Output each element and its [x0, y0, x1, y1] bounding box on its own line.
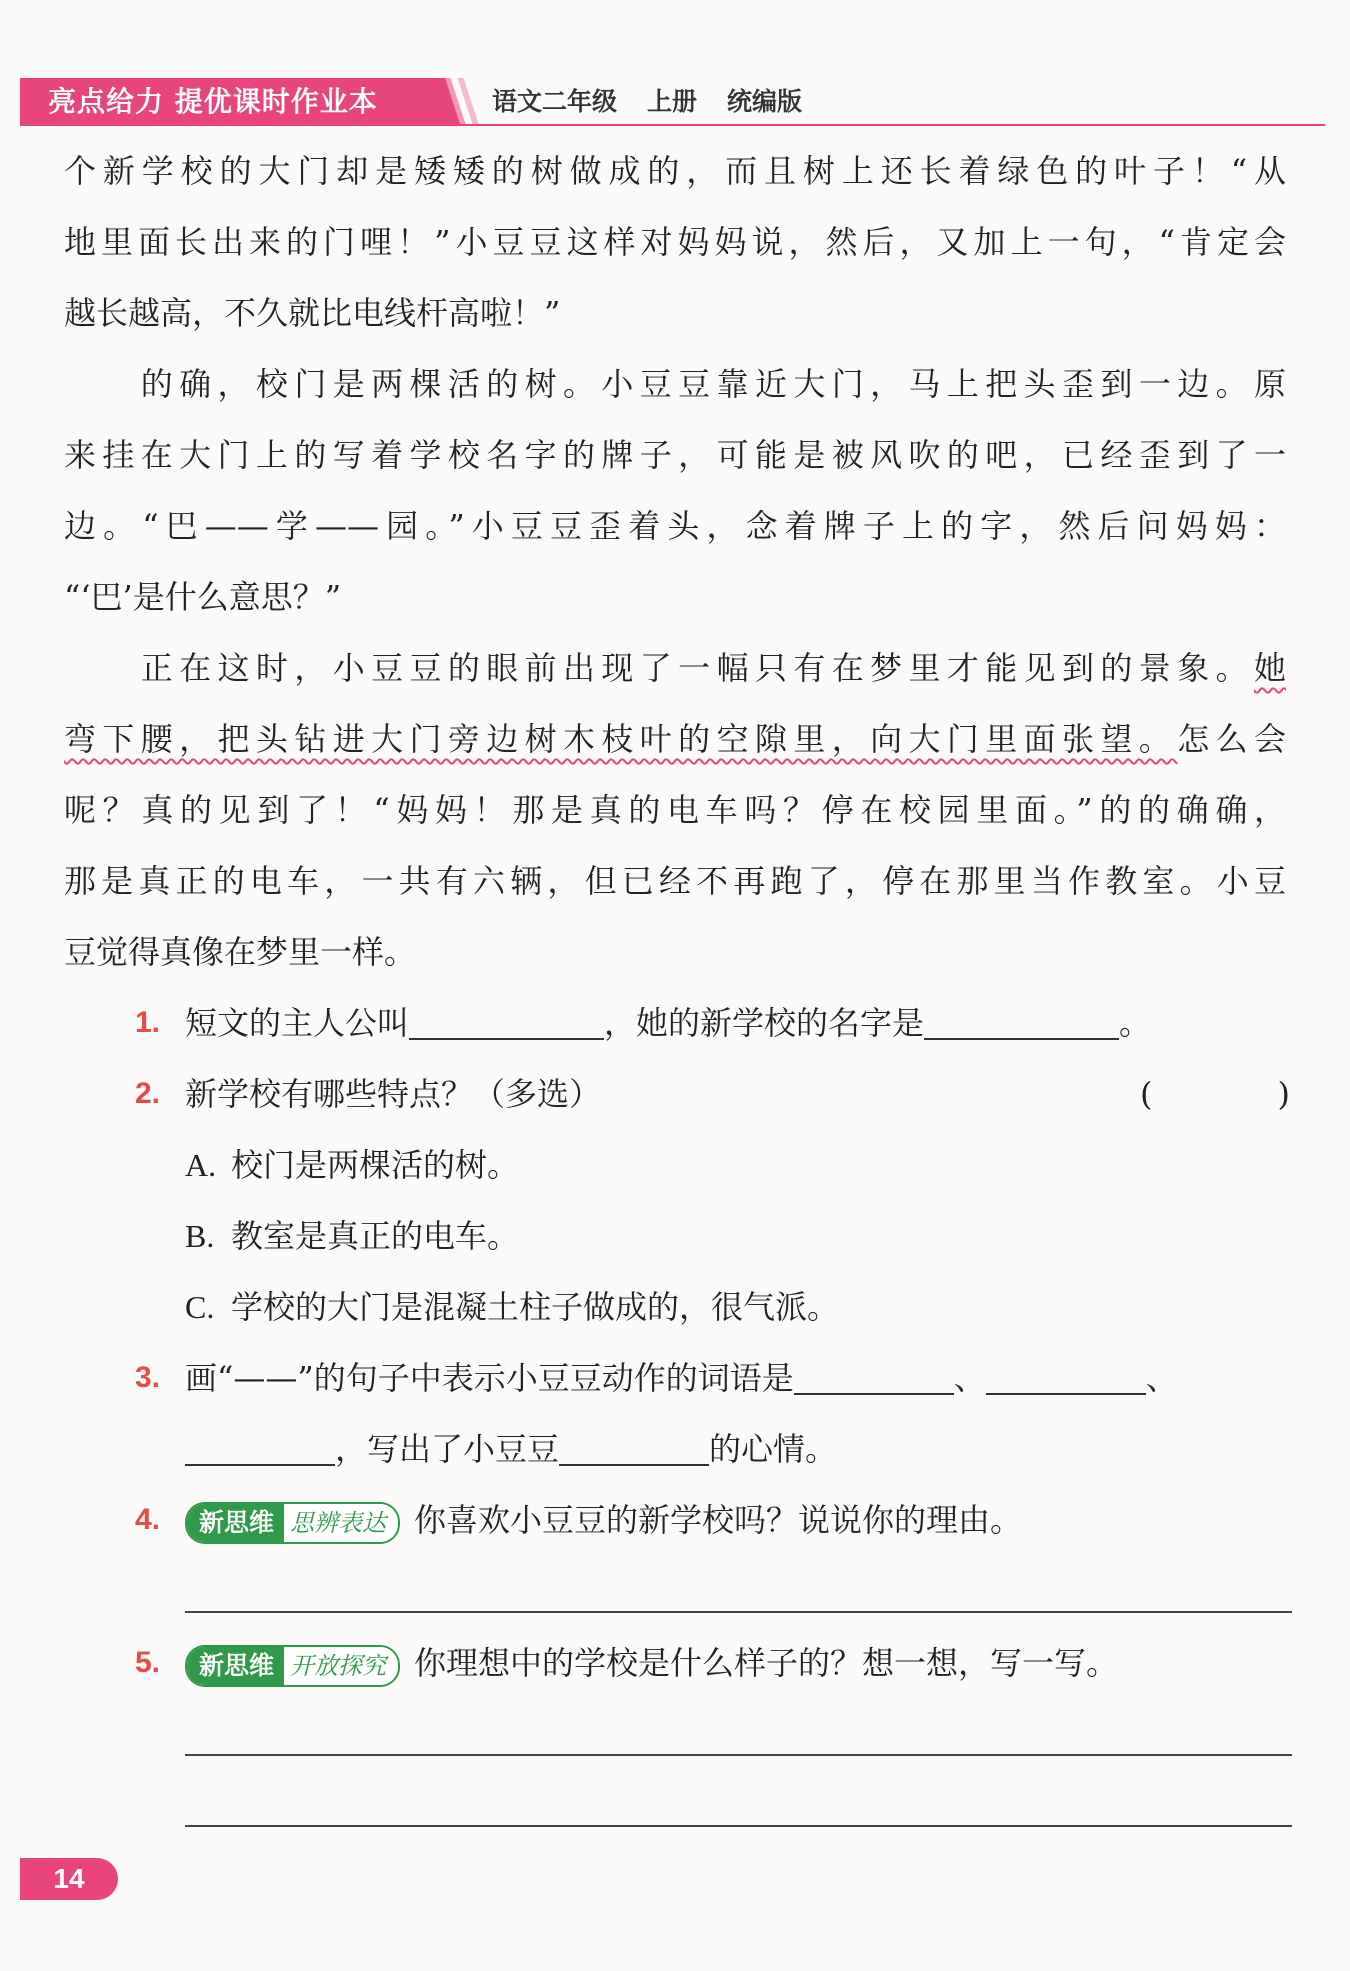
page-number: 14 [20, 1858, 118, 1900]
question-text: ，她的新学校的名字是 [604, 1004, 925, 1042]
volume: 上册 [647, 87, 698, 116]
question-number: 2. [135, 1077, 161, 1110]
question-number: 5. [135, 1646, 161, 1679]
passage-line [64, 643, 1286, 693]
header-rule [20, 124, 1325, 126]
answer-parentheses[interactable] [1140, 1069, 1290, 1119]
paren-open: ( [1140, 1075, 1153, 1113]
question-text: ，写出了小豆豆 [335, 1430, 560, 1468]
answer-line[interactable] [185, 1611, 1292, 1613]
question-text: 你理想中的学校是什么样子的？想一想，写一写。 [414, 1644, 1119, 1682]
wavy-underlined-text: 她 [1253, 649, 1286, 687]
option-text: 校门是两棵活的树。 [231, 1146, 520, 1184]
question-5 [185, 1638, 1118, 1688]
question-text: 。 [1119, 1004, 1152, 1042]
passage-line: 个新学校的大门却是矮矮的树做成的，而且树上还长着绿色的叶子！“从 [64, 152, 1286, 190]
subject-grade: 语文二年级 [492, 87, 618, 116]
question-2: 新学校有哪些特点？（多选） [185, 1075, 602, 1113]
question-number: 1. [135, 1006, 161, 1039]
edition: 统编版 [727, 87, 803, 116]
separator: 、 [953, 1359, 986, 1397]
question-3 [185, 1353, 1178, 1403]
paren-close: ) [1277, 1075, 1290, 1113]
option-c [185, 1282, 839, 1332]
option-a [185, 1140, 519, 1190]
separator: 、 [1145, 1359, 1178, 1397]
question-text: 画“——”的句子中表示小豆豆动作的词语是 [185, 1359, 794, 1397]
option-text: 学校的大门是混凝土柱子做成的，很气派。 [231, 1288, 840, 1326]
option-letter: A. [185, 1147, 217, 1183]
option-b [185, 1211, 519, 1261]
option-letter: C. [185, 1289, 215, 1325]
answer-blank[interactable] [924, 998, 1119, 1040]
new-thinking-badge [185, 1645, 400, 1687]
passage-text: 正在这时，小豆豆的眼前出现了一幅只有在梦里才能见到的景象。 [64, 649, 1254, 687]
question-text: 的心情。 [709, 1430, 838, 1468]
passage-line: 边。“巴——学——园。”小豆豆歪着头，念着牌子上的字，然后问妈妈： [64, 507, 1286, 545]
answer-blank[interactable] [986, 1353, 1146, 1395]
passage-line: 的确，校门是两棵活的树。小豆豆靠近大门，马上把头歪到一边。原 [64, 365, 1286, 403]
passage-line [64, 714, 1286, 764]
wavy-underlined-text: 弯下腰，把头钻进大门旁边树木枝叶的空隙里，向大门里面张望。 [64, 720, 1178, 758]
answer-blank[interactable] [794, 1353, 954, 1395]
option-text: 教室是真正的电车。 [231, 1217, 520, 1255]
answer-line[interactable] [185, 1754, 1292, 1756]
passage-line: 那是真正的电车，一共有六辆，但已经不再跑了，停在那里当作教室。小豆 [64, 862, 1286, 900]
question-4 [185, 1495, 1022, 1545]
passage-line: 越长越高，不久就比电线杆高啦！” [64, 294, 561, 332]
answer-blank[interactable] [559, 1424, 709, 1466]
question-3-continued [185, 1424, 837, 1474]
question-text: 短文的主人公叫 [185, 1004, 410, 1042]
passage-line: 来挂在大门上的写着学校名字的牌子，可能是被风吹的吧，已经歪到了一 [64, 436, 1286, 474]
passage-line: 地里面长出来的门哩！”小豆豆这样对妈妈说，然后，又加上一句，“肯定会 [64, 223, 1286, 261]
badge-main: 新思维 [187, 1647, 284, 1685]
passage-line: 豆觉得真像在梦里一样。 [64, 933, 417, 971]
answer-blank[interactable] [409, 998, 604, 1040]
question-number: 4. [135, 1503, 161, 1536]
passage-text: 怎么会 [1177, 720, 1286, 758]
question-text: 你喜欢小豆豆的新学校吗？说说你的理由。 [414, 1501, 1023, 1539]
passage-line: “‘巴’是什么意思？” [64, 578, 342, 616]
badge-main: 新思维 [187, 1504, 284, 1542]
badge-sub: 思辨表达 [284, 1504, 398, 1542]
book-info [492, 84, 832, 120]
passage-line: 呢？真的见到了！“妈妈！那是真的电车吗？停在校园里面。”的的确确， [64, 791, 1286, 829]
question-number: 3. [135, 1361, 161, 1394]
answer-blank[interactable] [185, 1424, 335, 1466]
question-1 [185, 998, 1151, 1048]
new-thinking-badge [185, 1502, 400, 1544]
badge-sub: 开放探究 [284, 1647, 398, 1685]
series-title: 亮点给力 提优课时作业本 [48, 85, 378, 118]
option-letter: B. [185, 1218, 215, 1254]
answer-line[interactable] [185, 1825, 1292, 1827]
